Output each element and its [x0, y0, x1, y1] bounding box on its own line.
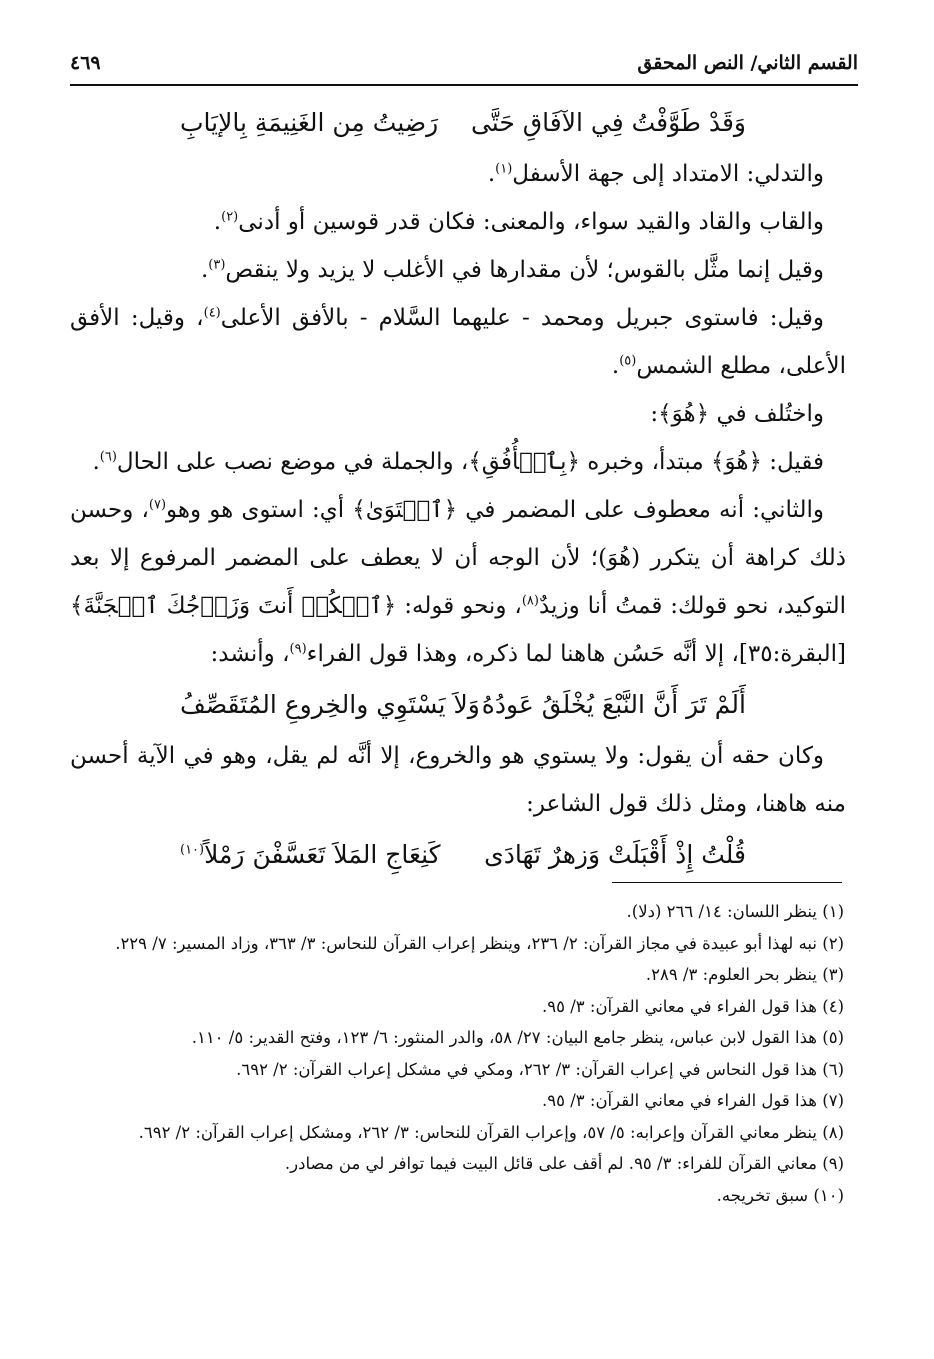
footnote-ref-3[interactable]: (٣) — [208, 257, 226, 273]
footnote-8: (٨) ينظر معاني القرآن وإعرابه: ٥/ ٥٧، وإعراب القرآن للنحاس: ٣/ ٢٦٢، ومشكل إعراب القرآن: ٢/ ٦٩٢. — [138, 1122, 844, 1142]
footnote-1: (١) ينظر اللسان: ١٤/ ٢٦٦ (دلا). — [626, 902, 844, 921]
footnote-ref-10[interactable]: (١٠) — [180, 842, 205, 858]
verse-3-first-hemistich: قُلْتُ إِذْ أَقْبَلَتْ وَزهرٌ تَهَادَى — [484, 840, 746, 869]
paragraph-2-text: والقاب والقاد والقيد سواء، والمعنى: فكان قدر قوسين أو أدنى — [238, 209, 824, 235]
footnote-9: (٩) معاني القرآن للفراء: ٣/ ٩٥. لم أقف على قائل البيت فيما توافر لي من مصادر. — [284, 1154, 844, 1173]
verse-3-second-hemistich-text: كَنِعَاجِ المَلاَ تَعَسَّفْنَ رَمْلاً — [204, 840, 441, 869]
verse-2-second-hemistich: وَلاَ يَسْتَوِي والخِروعِ المُتَقَصِّفُ — [180, 690, 480, 719]
footnote-ref-7[interactable]: (٧) — [148, 497, 167, 513]
paragraph-7-text-b: ، وحسن ذلك كراهة أن يتكرر (هُوَ)؛ لأن الوجه أن لا يعطف على المضمر المرفوع إلا بعد التوكيد، نحو قولك: قمتُ أنا وزيدٌ — [70, 497, 847, 619]
section-title: القسم الثاني/ النص المحقق — [637, 52, 858, 74]
paragraph-7 — [70, 486, 846, 678]
paragraph-7-text-c: ، ونحو قوله: ﴿ٱسۡكُنۡ أَنتَ وَزَوۡجُكَ ٱلۡجَنَّةَ﴾ [البقرة:٣٥]، إلا أنَّه حَسُن هاهنا لما ذكره، وهذا قول الفراء — [70, 593, 846, 667]
paragraph-4-text-b: ، وقيل: الأفق الأعلى، مطلع الشمس — [70, 305, 846, 379]
paragraph-1-text: والتدلي: الامتداد إلى جهة الأسفل — [512, 161, 824, 187]
footnote-ref-2[interactable]: (٢) — [221, 209, 239, 225]
verse-3-second-hemistich — [180, 828, 441, 882]
paragraph-1 — [70, 150, 846, 198]
verse-3 — [70, 828, 846, 882]
main-text — [70, 96, 846, 882]
paragraph-8: وكان حقه أن يقول: ولا يستوي هو والخروع، إلا أنَّه لم يقل، وهو في الآية أحسن منه هاهنا، ومثل ذلك قول الشاعر: — [70, 743, 846, 817]
paragraph-6 — [70, 438, 846, 486]
footnote-separator — [612, 882, 842, 883]
verse-2-first-hemistich: أَلَمْ تَرَ أَنَّ النَّبْعَ يُخْلَقُ عَودُهُ — [481, 690, 746, 719]
page-number: ٤٦٩ — [70, 52, 101, 74]
verse-2 — [70, 678, 846, 732]
footnote-ref-1[interactable]: (١) — [495, 161, 513, 177]
paragraph-6-end: . — [92, 449, 100, 475]
paragraph-4-end: . — [611, 353, 620, 379]
footnote-ref-6[interactable]: (٦) — [99, 449, 117, 465]
paragraph-7-text-a: والثاني: أنه معطوف على المضمر في ﴿ٱسۡتَوَىٰ﴾ أي: استوى هو وهو — [166, 497, 824, 523]
verse-1-second-hemistich: رَضِيتُ مِن الغَنِيمَةِ بِالإيَابِ — [180, 108, 439, 137]
paragraph-6-text: فقيل: ﴿هُوَ﴾ مبتدأ، وخبره ﴿بِٱلۡأُفُقِ﴾، والجملة في موضع نصب على الحال — [116, 449, 824, 475]
paragraph-1-end: . — [487, 161, 496, 187]
footnote-ref-4[interactable]: (٤) — [203, 305, 221, 321]
footnote-5: (٥) هذا القول لابن عباس، ينظر جامع البيان: ٢٧/ ٥٨، والدر المنثور: ٦/ ١٢٣، وفتح القدير: ٥/ ١١٠. — [191, 1028, 844, 1047]
paragraph-3-text: وقيل إنما مثَّل بالقوس؛ لأن مقدارها في الأغلب لا يزيد ولا ينقص — [225, 257, 824, 283]
footnote-6: (٦) هذا قول النحاس في إعراب القرآن: ٣/ ٢٦٢، ومكي في مشكل إعراب القرآن: ٢/ ٦٩٢. — [236, 1059, 844, 1079]
paragraph-2 — [70, 198, 846, 246]
footnote-4: (٤) هذا قول الفراء في معاني القرآن: ٣/ ٩٥. — [541, 996, 844, 1016]
footnote-10: (١٠) سبق تخريجه. — [716, 1185, 844, 1205]
paragraph-3 — [70, 246, 846, 294]
paragraph-4-text-a: وقيل: فاستوى جبريل ومحمد - عليهما السَّلام - بالأفق الأعلى — [220, 305, 824, 331]
paragraph-5: واختُلف في ﴿هُوَ﴾: — [650, 401, 824, 427]
footnote-ref-5[interactable]: (٥) — [619, 353, 637, 369]
verse-1-first-hemistich: وَقَدْ طَوَّفْتُ فِي الآفَاقِ حَتَّى — [470, 108, 746, 137]
footnote-ref-9[interactable]: (٩) — [289, 641, 307, 657]
paragraph-7-text-d: ، وأنشد: — [210, 641, 290, 667]
footnote-2: (٢) نبه لهذا أبو عبيدة في مجاز القرآن: ٢/ ٢٣٦، وينظر إعراب القرآن للنحاس: ٣/ ٣٦٣، وزاد المسير: ٧/ ٢٢٩. — [115, 933, 844, 953]
paragraph-2-end: . — [213, 209, 222, 235]
footnote-ref-8[interactable]: (٨) — [521, 593, 539, 609]
paragraph-4 — [70, 294, 846, 390]
footnote-3: (٣) ينظر بحر العلوم: ٣/ ٢٨٩. — [645, 965, 844, 984]
footnotes — [70, 896, 844, 1211]
paragraph-3-end: . — [200, 257, 209, 283]
running-header — [70, 48, 858, 86]
footnote-7: (٧) هذا قول الفراء في معاني القرآن: ٣/ ٩٥. — [541, 1091, 844, 1110]
verse-1 — [70, 96, 846, 150]
